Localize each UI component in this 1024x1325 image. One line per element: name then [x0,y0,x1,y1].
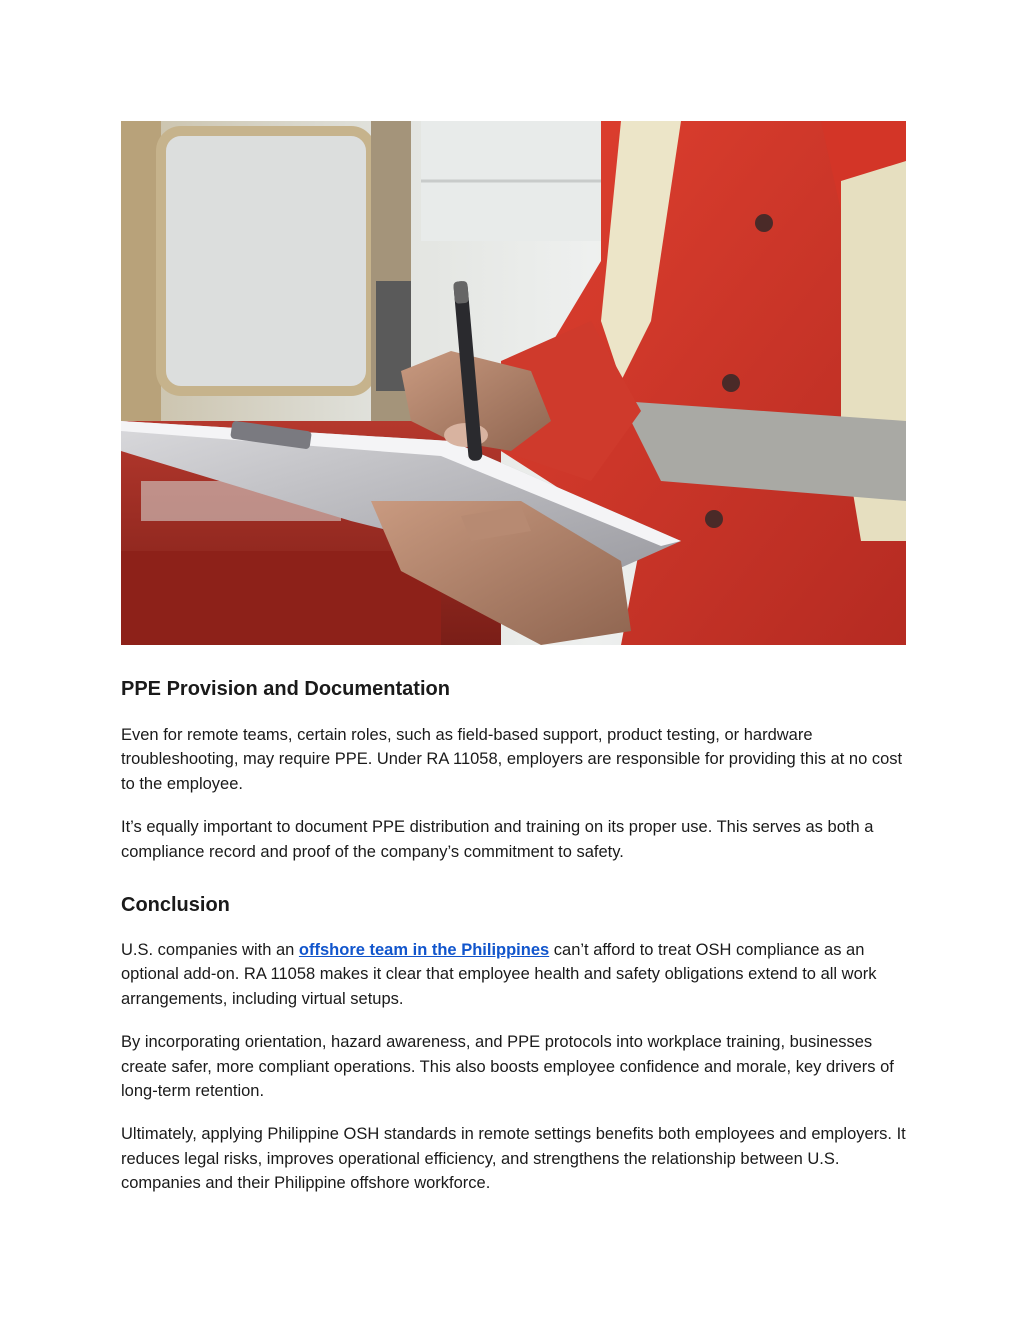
conclusion-p1-rest: can’t afford to treat OSH compliance as an optional add-on. RA 11058 makes it clear that employee health and safety obligations extend to all work arrangements, including virtual setups. [121,941,877,1008]
worker-clipboard-photo [121,121,906,645]
conclusion-p1-lead: U.S. companies with an [121,941,299,960]
article-body [121,674,911,1215]
conclusion-paragraph-2: By incorporating orientation, hazard awareness, and PPE protocols into workplace training, businesses create safer, more compliant operations. This also boosts employee confidence and morale, key drivers of long-term retention. [121,1033,894,1101]
heading-conclusion: Conclusion [121,894,230,917]
heading-ppe-provision: PPE Provision and Documentation [121,678,450,700]
ppe-paragraph-1: Even for remote teams, certain roles, such as field-based support, product testing, or hardware troubleshooting, may require PPE. Under RA 11058, employers are responsible for providing this at no cost to the employee. [121,726,903,793]
offshore-team-link[interactable]: offshore team in the Philippines [298,941,550,960]
conclusion-paragraph-3: Ultimately, applying Philippine OSH standards in remote settings benefits both employees and employers. It reduces legal risks, improves operational efficiency, and strengthens the relationship between U.S. companies and their Philippine offshore workforce. [121,1125,906,1193]
ppe-paragraph-2: It’s equally important to document PPE distribution and training on its proper use. This serves as both a compliance record and proof of the company’s commitment to safety. [121,818,874,861]
conclusion-paragraph-1 [121,938,911,1011]
photo-illustration [121,121,906,645]
